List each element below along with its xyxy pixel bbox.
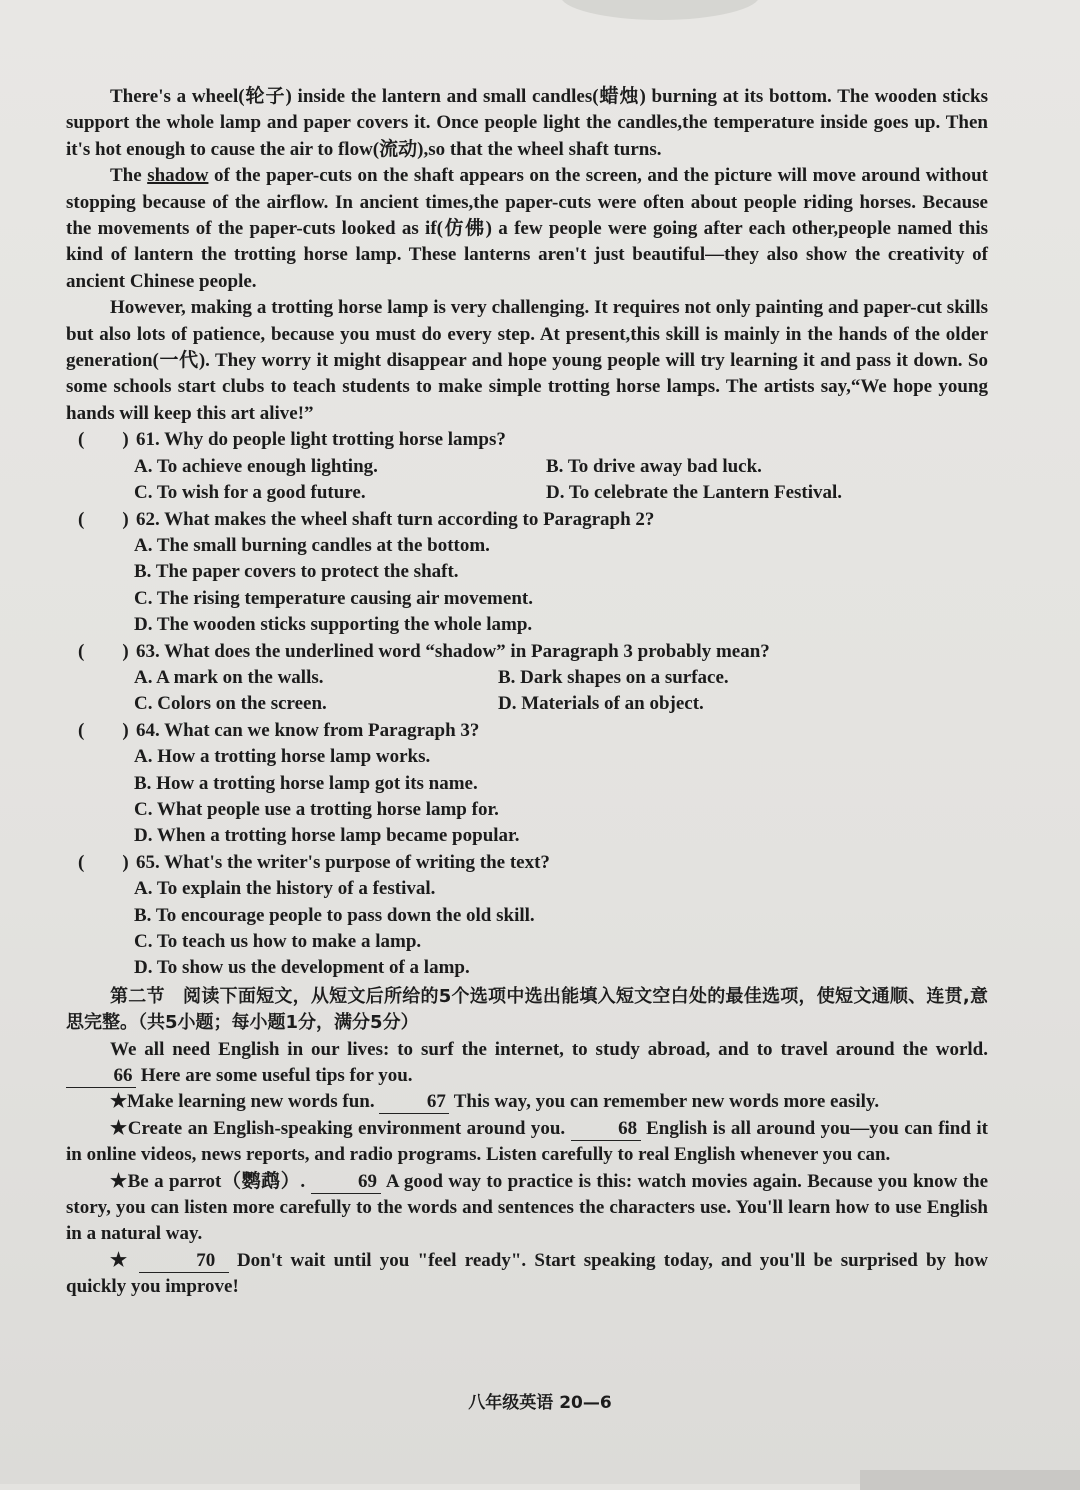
p2-text-before: The	[110, 165, 148, 187]
question-62	[66, 507, 988, 533]
question-stem: 64. What can we know from Paragraph 3?	[136, 719, 480, 741]
question-62-options	[66, 533, 988, 639]
p2-text-after: of the paper-cuts on the shaft appears on the screen, and the picture will move around without stopping because of the airflow. In ancient times,the paper-cuts were often about people riding horses. Because the movements of the paper-cuts looked as if(仿佛) a few people were going after each other,people named this kind of lantern the trotting horse lamp. These lanterns aren't just beautiful—they also show the creativity of ancient Chinese people.	[66, 165, 988, 292]
option-d[interactable]: D. The wooden sticks supporting the whole lamp.	[134, 614, 533, 636]
option-a[interactable]: A. To achieve enough lighting.	[134, 455, 378, 477]
tip-2-text: ★Create an English-speaking environment around you.	[110, 1117, 566, 1139]
tip-1	[66, 1089, 988, 1115]
page-content	[66, 84, 988, 1301]
blank-66[interactable]: 66	[66, 1065, 136, 1088]
page-footer: 八年级英语 20—6	[468, 1393, 612, 1413]
section-2-instruction: 第二节 阅读下面短文，从短文后所给的5个选项中选出能填入短文空白处的最佳选项，使短文通顺、连贯,意思完整。（共5小题；每小题1分，满分5分）	[66, 985, 988, 1034]
tip-2-text-after: English is all around you—you can find it in online videos, news reports, and radio programs. Listen carefully to real English whenever you can.	[66, 1117, 989, 1166]
option-c[interactable]: C. To wish for a good future.	[134, 482, 366, 504]
tip-3-text: ★Be a parrot（鹦鹉）.	[110, 1170, 306, 1192]
blank-70[interactable]: 70	[139, 1250, 229, 1273]
tip-2	[66, 1116, 988, 1169]
blank-68[interactable]: 68	[571, 1118, 641, 1141]
option-c[interactable]: C. Colors on the screen.	[134, 693, 327, 715]
section-2-intro	[66, 1037, 988, 1090]
option-c[interactable]: C. What people use a trotting horse lamp for.	[134, 798, 499, 820]
answer-blank[interactable]: ( )	[78, 719, 129, 741]
question-64-options	[66, 744, 988, 850]
star-icon: ★	[110, 1249, 131, 1271]
passage-paragraph-3: However, making a trotting horse lamp is very challenging. It requires not only painting and paper-cut skills but also lots of patience, because you must do every step. At present,this skill is mainly in the hands of the older generation(一代). They worry it might disappear and hope young people will try learning it and pass it down. So some schools start clubs to teach students to make simple trotting horse lamps. The artists say,“We hope young hands will keep this art alive!”	[66, 297, 988, 424]
option-a[interactable]: A. The small burning candles at the bottom.	[134, 534, 490, 556]
option-c[interactable]: C. To teach us how to make a lamp.	[134, 931, 422, 952]
option-b[interactable]: B. To encourage people to pass down the old skill.	[134, 904, 535, 926]
blank-67[interactable]: 67	[379, 1091, 449, 1114]
option-b[interactable]: B. The paper covers to protect the shaft.	[134, 561, 459, 583]
passage-paragraph-1: There's a wheel(轮子) inside the lantern and small candles(蜡烛) burning at its bottom. The wooden sticks support the whole lamp and paper covers it. Once people light the candles,the temperature inside goes up. Then it's hot enough to cause the air to flow(流动),so that the wheel shaft turns.	[66, 86, 988, 160]
answer-blank[interactable]: ( )	[78, 429, 129, 451]
question-65-options	[66, 876, 988, 982]
tip-3	[66, 1169, 988, 1248]
option-a[interactable]: A. A mark on the walls.	[134, 666, 324, 688]
option-b[interactable]: B. To drive away bad luck.	[546, 455, 762, 477]
intro-text-after: Here are some useful tips for you.	[140, 1065, 413, 1087]
question-stem: 65. What's the writer's purpose of writing the text?	[136, 851, 550, 873]
question-65	[66, 850, 988, 876]
question-stem: 62. What makes the wheel shaft turn according to Paragraph 2?	[136, 508, 655, 530]
question-61	[66, 427, 988, 453]
option-d[interactable]: D. To celebrate the Lantern Festival.	[546, 482, 843, 504]
scan-shadow	[560, 0, 760, 20]
passage-paragraph-2	[66, 163, 988, 295]
question-stem: 63. What does the underlined word “shadow” in Paragraph 3 probably mean?	[136, 640, 770, 662]
question-63	[66, 639, 988, 665]
tip-3-text-after: A good way to practice is this: watch movies again. Because you know the story, you can listen more carefully to the words and sentences the characters use. You'll learn how to use English in a natural way.	[66, 1170, 989, 1245]
option-b[interactable]: B. Dark shapes on a surface.	[498, 666, 729, 688]
tip-1-text-after: This way, you can remember new words more easily.	[453, 1091, 880, 1113]
answer-blank[interactable]: ( )	[78, 640, 129, 662]
answer-blank[interactable]: ( )	[78, 851, 129, 873]
option-b[interactable]: B. How a trotting horse lamp got its name.	[134, 772, 478, 794]
answer-blank[interactable]: ( )	[78, 508, 129, 530]
option-d[interactable]: D. To show us the development of a lamp.	[134, 957, 470, 979]
question-64	[66, 718, 988, 744]
question-61-options	[66, 454, 988, 507]
option-d[interactable]: D. Materials of an object.	[498, 693, 704, 715]
scan-edge	[860, 1470, 1080, 1490]
tip-4-text-after: Don't wait until you "feel ready". Start speaking today, and you'll be surprised by how quickly you improve!	[66, 1249, 989, 1298]
option-d[interactable]: D. When a trotting horse lamp became popular.	[134, 825, 520, 847]
question-stem: 61. Why do people light trotting horse lamps?	[136, 429, 506, 451]
tip-1-text: ★Make learning new words fun.	[110, 1091, 375, 1113]
option-a[interactable]: A. How a trotting horse lamp works.	[134, 746, 431, 768]
blank-69[interactable]: 69	[311, 1171, 381, 1194]
option-c[interactable]: C. The rising temperature causing air movement.	[134, 587, 533, 609]
tip-4	[66, 1248, 988, 1301]
intro-text: We all need English in our lives: to surf the internet, to study abroad, and to travel around the world.	[110, 1038, 988, 1060]
option-a[interactable]: A. To explain the history of a festival.	[134, 878, 436, 900]
question-63-options	[66, 665, 988, 718]
underlined-word: shadow	[147, 165, 209, 187]
